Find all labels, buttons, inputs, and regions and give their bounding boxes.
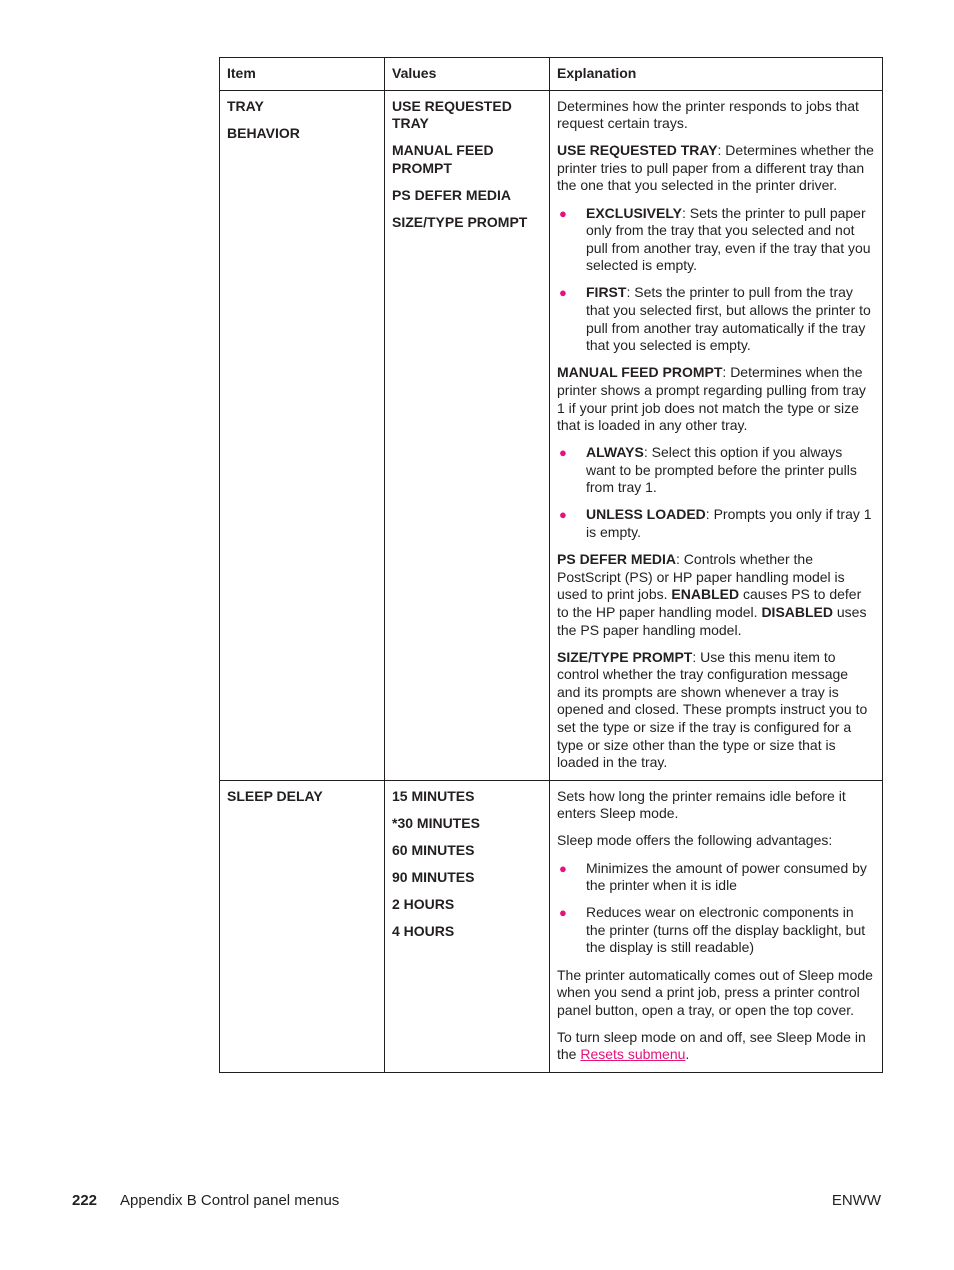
value-ps-defer-media: PS DEFER MEDIA (392, 186, 512, 203)
list-item (557, 284, 875, 354)
term-desc: uses the PS paper handling model. (557, 603, 867, 638)
value-2-hours: 2 HOURS (392, 896, 455, 913)
explanation-intro: Determines how the printer responds to jobs that request certain trays. (557, 97, 859, 132)
explanation-manual-feed-prompt (557, 364, 875, 434)
term-desc: causes PS to defer to the HP paper handling model. (557, 586, 862, 620)
item-cell (220, 780, 385, 1072)
item-name-line: TRAY (227, 97, 264, 114)
footer-title: Appendix B Control panel menus (120, 1192, 340, 1209)
list-item (557, 506, 875, 541)
term: EXCLUSIVELY (586, 204, 682, 221)
term-desc: : Prompts you only if tray 1 is empty. (586, 506, 872, 541)
explanation-ps-defer-media (557, 551, 875, 639)
bullet-dot-icon: ● (559, 445, 567, 461)
bullet-dot-icon: ● (559, 507, 567, 523)
term: USE REQUESTED TRAY (557, 142, 718, 159)
control-panel-menu-table (219, 57, 883, 1073)
term: ALWAYS (586, 444, 644, 461)
table-row-sleep-delay (220, 780, 883, 1072)
text-prefix: To turn sleep mode on and off, see Sleep Mode in the (557, 1028, 866, 1063)
values-cell (385, 780, 550, 1072)
text-suffix: . (685, 1046, 690, 1063)
explanation-auto-wake: The printer automatically comes out of Sleep mode when you send a print job, press a printer control panel button, open a tray, or open the top cover. (557, 966, 873, 1018)
term-desc: : Determines when the printer shows a prompt regarding pulling from tray 1 if your print job does not match the type or size that is loaded in any other tray. (557, 364, 866, 434)
term: MANUAL FEED PROMPT (557, 364, 723, 381)
term-desc: : Controls whether the PostScript (PS) or HP paper handling model is used to print jobs. (557, 551, 845, 603)
explanation-cell (550, 780, 883, 1072)
item-name-line: BEHAVIOR (227, 125, 300, 142)
explanation-use-requested-tray (557, 142, 875, 195)
explanation-cell (550, 90, 883, 780)
explanation-size-type-prompt (557, 649, 875, 772)
table-header-row (220, 58, 883, 91)
bullet-dot-icon: ● (559, 905, 567, 921)
list-item (557, 205, 875, 275)
advantages-list (557, 860, 875, 957)
term: PS DEFER MEDIA (557, 551, 677, 568)
value-size-type-prompt: SIZE/TYPE PROMPT (392, 214, 528, 231)
term: DISABLED (761, 603, 833, 620)
header-values: Values (385, 58, 550, 91)
value-90-minutes: 90 MINUTES (392, 869, 475, 886)
value-4-hours: 4 HOURS (392, 923, 455, 940)
explanation-advantages-intro: Sleep mode offers the following advantages: (557, 832, 833, 849)
header-explanation: Explanation (550, 58, 883, 91)
term-desc: : Sets the printer to pull from the tray that you selected first, but allows the printer to pull from another tray automatically if the tray that you selected is empty. (586, 284, 871, 354)
bullet-dot-icon: ● (559, 860, 567, 876)
item-name-line: SLEEP DELAY (227, 787, 323, 804)
term: SIZE/TYPE PROMPT (557, 648, 693, 665)
term: ENABLED (671, 586, 740, 603)
value-manual-feed-prompt: MANUAL FEED PROMPT (392, 142, 494, 176)
table-row-tray-behavior (220, 90, 883, 780)
page-number: 222 (72, 1192, 98, 1209)
values-cell (385, 90, 550, 780)
item-cell (220, 90, 385, 780)
manual-feed-options-list (557, 444, 875, 541)
footer-right-label: ENWW (831, 1192, 881, 1209)
bullet-text: Minimizes the amount of power consumed by the printer when it is idle (586, 859, 867, 894)
term-desc: : Determines whether the printer tries to pull paper from a different tray than the one that you selected in the printer driver. (557, 142, 874, 194)
term-desc: : Use this menu item to control whether the tray configuration message and its prompts are shown whenever a tray is opened and closed. These prompts instruct you to set the type or size if the tray is configured for a type or size other than the type or size that is loaded in the tray. (557, 648, 868, 771)
bullet-dot-icon: ● (559, 285, 567, 301)
explanation-turn-on-off (557, 1029, 875, 1064)
list-item (557, 904, 875, 957)
value-30-minutes: *30 MINUTES (392, 814, 480, 831)
use-requested-options-list (557, 205, 875, 355)
term-desc: : Sets the printer to pull paper only from the tray that you selected and not pull from another tray, even if the tray that you selected is empty. (586, 204, 871, 274)
value-60-minutes: 60 MINUTES (392, 841, 475, 858)
value-15-minutes: 15 MINUTES (392, 787, 475, 804)
header-item: Item (220, 58, 385, 91)
term-desc: : Select this option if you always want to be prompted before the printer pulls from tray 1. (586, 444, 857, 496)
list-item (557, 860, 875, 895)
resets-submenu-link[interactable]: Resets submenu (580, 1046, 686, 1063)
term: FIRST (586, 284, 627, 301)
value-use-requested-tray: USE REQUESTED TRAY (392, 97, 512, 132)
bullet-dot-icon: ● (559, 205, 567, 221)
list-item (557, 444, 875, 497)
explanation-intro: Sets how long the printer remains idle before it enters Sleep mode. (557, 787, 846, 822)
bullet-text: Reduces wear on electronic components in the printer (turns off the display backlight, but the display is still readable) (586, 904, 866, 956)
term: UNLESS LOADED (586, 506, 706, 523)
